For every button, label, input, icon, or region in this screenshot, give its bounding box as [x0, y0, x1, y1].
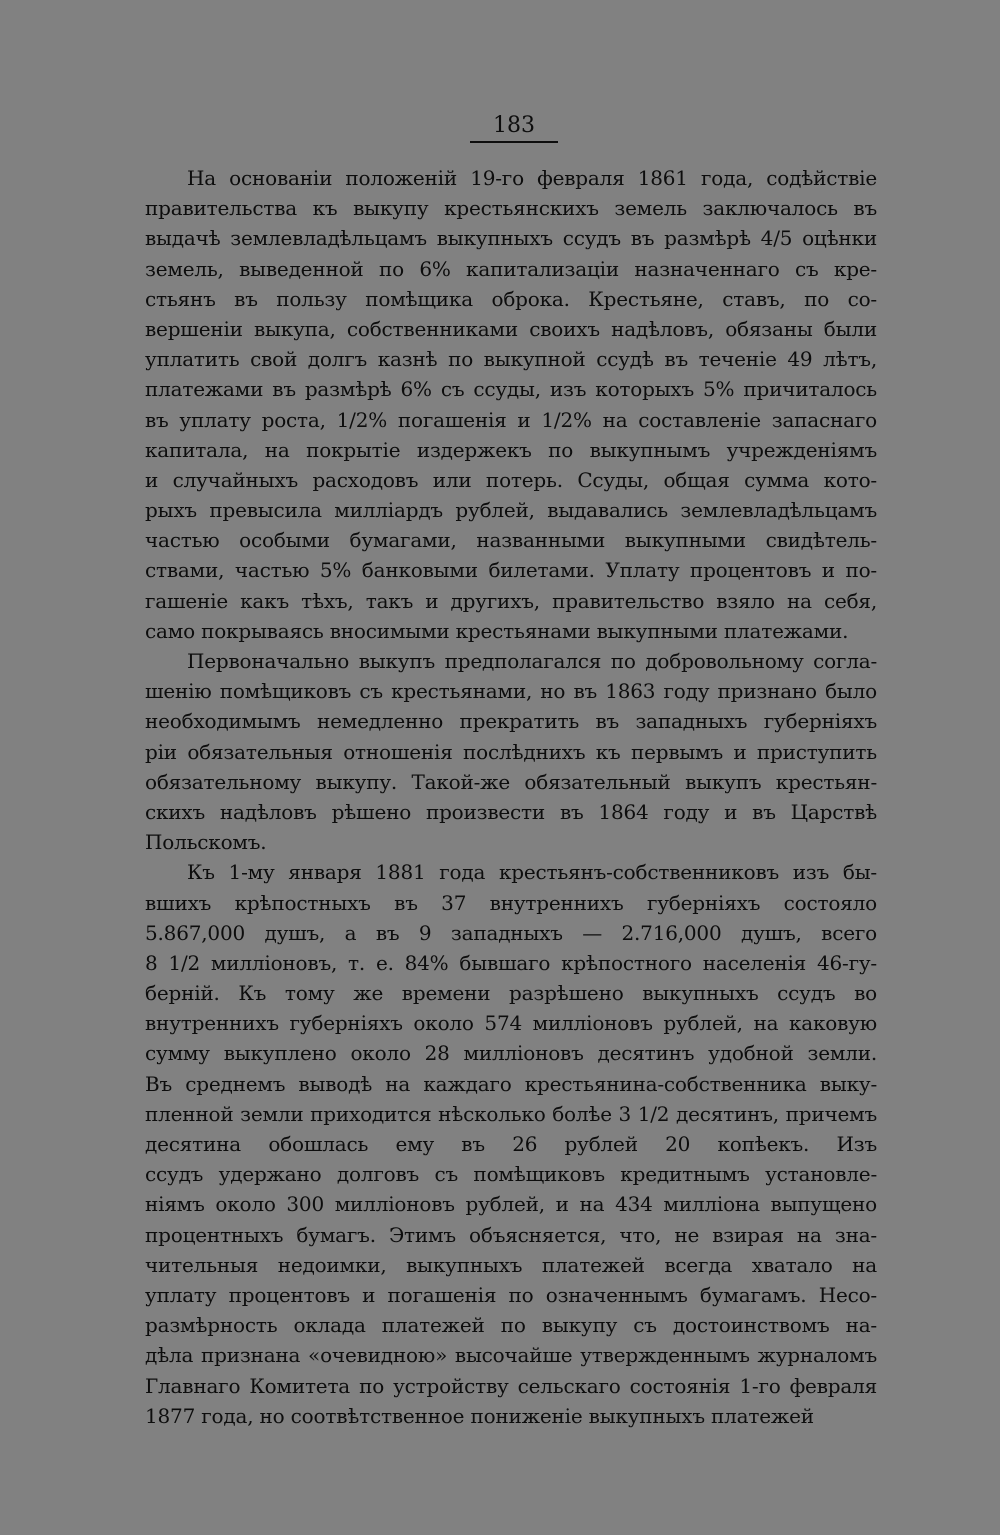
paragraph-3: [145, 857, 877, 1431]
text-line: уплату процентовъ и погашенія по означеннымъ бумагамъ. Несо-: [145, 1282, 877, 1307]
text-line: внутреннихъ губерніяхъ около 574 милліоновъ рублей, на каковую: [145, 1011, 877, 1036]
text-line: процентныхъ бумагъ. Этимъ объясняется, что, не взирая на зна-: [145, 1222, 877, 1247]
text-line: гашеніе какъ тѣхъ, такъ и другихъ, правительство взяло на себя,: [145, 588, 877, 613]
text-line: само покрываясь вносимыми крестьянами выкупными платежами.: [145, 618, 849, 643]
text-line: платежами въ размѣрѣ 6% съ ссуды, изъ которыхъ 5% причиталось: [145, 377, 877, 402]
text-line: Первоначально выкупъ предполагался по добровольному согла-: [187, 649, 877, 673]
text-line: выдачѣ землевладѣльцамъ выкупныхъ ссудъ въ размѣрѣ 4/5 оцѣнки: [145, 226, 877, 251]
text-line: правительства къ выкупу крестьянскихъ земель заключалось въ: [145, 196, 877, 221]
text-line: земель, выведенной по 6% капитализаціи назначеннаго съ кре-: [145, 256, 877, 281]
text-line: необходимымъ немедленно прекратить въ западныхъ губерніяхъ: [145, 709, 877, 734]
text-line: сумму выкуплено около 28 милліоновъ десятинъ удобной земли.: [145, 1041, 877, 1066]
text-line: Главнаго Комитета по устройству сельскаго состоянія 1-го февраля: [145, 1373, 877, 1398]
text-line: вершеніи выкупа, собственниками своихъ надѣловъ, обязаны были: [145, 316, 877, 341]
text-line: ствами, частью 5% банковыми билетами. Уплату процентовъ и по-: [145, 558, 877, 583]
text-line: 5.867,000 душъ, а въ 9 западныхъ — 2.716,000 душъ, всего: [145, 920, 877, 945]
text-line: 1877 года, но соотвѣтственное пониженіе выкупныхъ платежей: [145, 1403, 814, 1428]
text-line: частью особыми бумагами, названными выкупными свидѣтель-: [145, 528, 877, 553]
text-line: чительныя недоимки, выкупныхъ платежей всегда хватало на: [145, 1252, 877, 1277]
page-number: 183: [493, 113, 535, 138]
text-line: На основаніи положеній 19-го февраля 1861 года, содѣйствіе: [187, 166, 877, 190]
paragraph-1: [145, 163, 877, 646]
text-line: размѣрность оклада платежей по выкупу съ достоинствомъ на-: [145, 1313, 877, 1338]
text-line: и случайныхъ расходовъ или потерь. Ссуды, общая сумма кото-: [145, 467, 877, 492]
text-line: ріи обязательныя отношенія послѣднихъ къ первымъ и приступить: [145, 739, 877, 764]
text-line: ссудъ удержано долговъ съ помѣщиковъ кредитнымъ установле-: [145, 1162, 877, 1187]
page-number-rule: [470, 141, 558, 143]
text-line: десятина обошлась ему въ 26 рублей 20 копѣекъ. Изъ: [145, 1132, 877, 1156]
text-line: Польскомъ.: [145, 830, 267, 855]
text-line: дѣла признана «очевидною» высочайше утвержденнымъ журналомъ: [145, 1343, 877, 1368]
text-line: 8 1/2 милліоновъ, т. е. 84% бывшаго крѣпостного населенія 46-гу-: [145, 950, 877, 975]
text-line: берній. Къ тому же времени разрѣшено выкупныхъ ссудъ во: [145, 981, 877, 1006]
text-line: рыхъ превысила милліардъ рублей, выдавались землевладѣльцамъ: [145, 498, 877, 523]
paragraph-2: [145, 646, 877, 857]
text-line: стьянъ въ пользу помѣщика оброка. Крестьяне, ставъ, по со-: [145, 286, 877, 311]
text-line: пленной земли приходится нѣсколько болѣе 3 1/2 десятинъ, причемъ: [145, 1101, 877, 1126]
page-body: [145, 163, 877, 1431]
text-line: скихъ надѣловъ рѣшено произвести въ 1864 году и въ Царствѣ: [145, 799, 877, 824]
text-line: уплатить свой долгъ казнѣ по выкупной ссудѣ въ теченіе 49 лѣтъ,: [145, 347, 877, 372]
text-line: вшихъ крѣпостныхъ въ 37 внутреннихъ губерніяхъ состояло: [145, 890, 877, 915]
text-line: шенію помѣщиковъ съ крестьянами, но въ 1863 году признано было: [145, 679, 877, 704]
text-line: ніямъ около 300 милліоновъ рублей, и на 434 милліона выпущено: [145, 1192, 877, 1217]
text-line: обязательному выкупу. Такой-же обязательный выкупъ крестьян-: [145, 769, 877, 794]
text-line: Въ среднемъ выводѣ на каждаго крестьянина-собственника выку-: [145, 1071, 877, 1096]
text-line: въ уплату роста, 1/2% погашенія и 1/2% на составленіе запаснаго: [145, 407, 877, 432]
text-line: капитала, на покрытіе издержекъ по выкупнымъ учрежденіямъ: [145, 437, 877, 462]
text-line: Къ 1-му января 1881 года крестьянъ-собственниковъ изъ бы-: [187, 860, 877, 885]
